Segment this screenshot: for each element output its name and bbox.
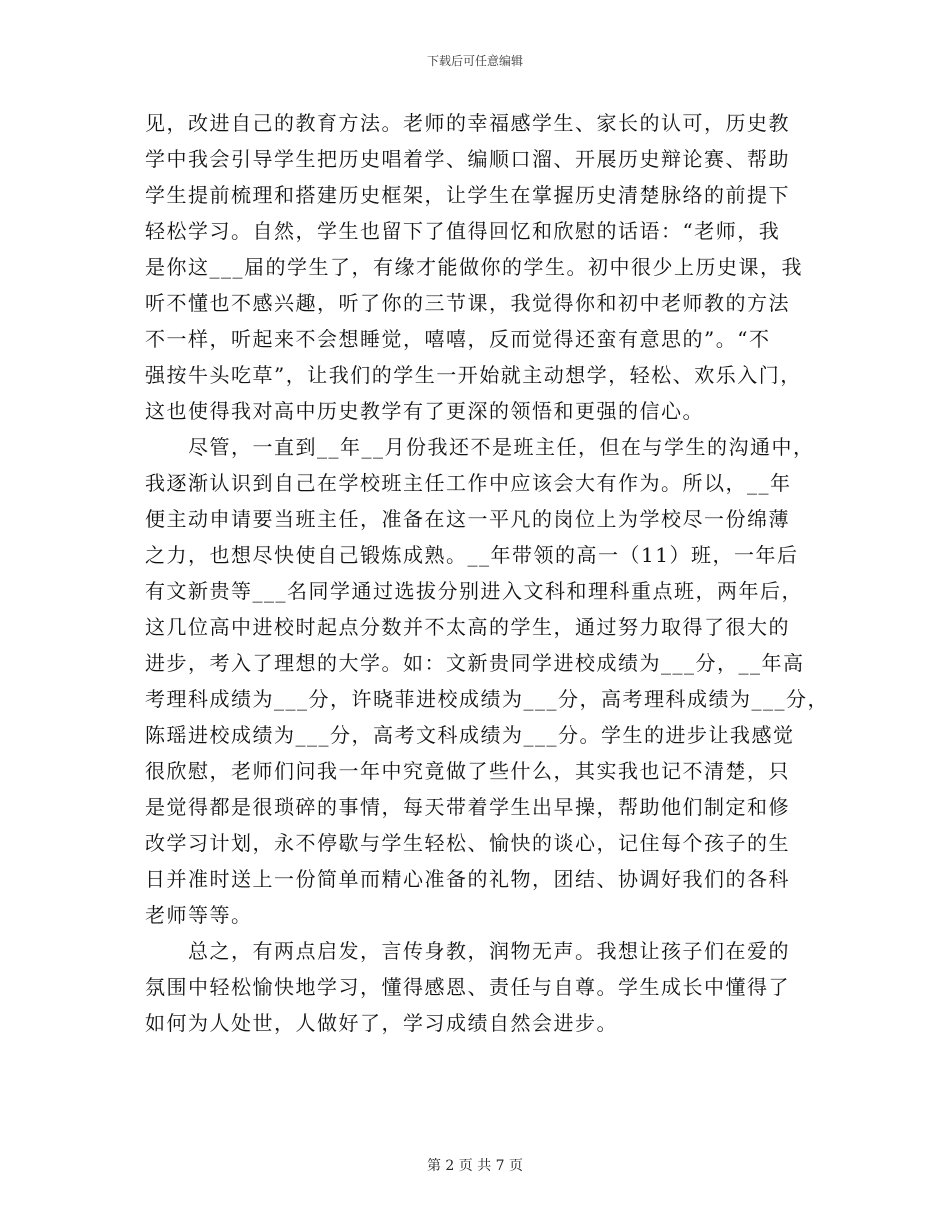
text-line: 之力，也想尽快使自己锻炼成熟。__年带领的高一（11）班，一年后: [145, 543, 799, 567]
page-number: 第 2 页 共 7 页: [426, 1158, 524, 1174]
text-line: 是你这___届的学生了，有缘才能做你的学生。初中很少上历史课，我: [145, 255, 803, 279]
text-line: 是觉得都是很琐碎的事情，每天带着学生出早操，帮助他们制定和修: [145, 795, 790, 819]
text-line: 不一样，听起来不会想睡觉，嘻嘻，反而觉得还蛮有意思的”。“不: [145, 327, 771, 351]
text-line: 学生提前梳理和搭建历史框架，让学生在掌握历史清楚脉络的前提下: [145, 183, 790, 207]
text-line: 学中我会引导学生把历史唱着学、编顺口溜、开展历史辩论赛、帮助: [145, 147, 790, 171]
text-line: 轻松学习。自然，学生也留下了值得回忆和欣慰的话语：“老师，我: [145, 219, 781, 243]
text-line: 尽管，一直到__年__月份我还不是班主任，但在与学生的沟通中，: [145, 435, 815, 459]
text-line: 日并准时送上一份简单而精心准备的礼物，团结、协调好我们的各科: [145, 867, 790, 891]
text-line: 进步，考入了理想的大学。如：文新贵同学进校成绩为___分，__年高: [145, 651, 805, 675]
text-line: 见，改进自己的教育方法。老师的幸福感学生、家长的认可，历史教: [145, 111, 790, 135]
text-line: 这也使得我对高中历史教学有了更深的领悟和更强的信心。: [145, 399, 704, 423]
text-line: 便主动申请要当班主任，准备在这一平凡的岗位上为学校尽一份绵薄: [145, 507, 790, 531]
text-line: 这几位高中进校时起点分数并不太高的学生，通过努力取得了很大的: [145, 615, 790, 639]
text-line: 听不懂也不感兴趣，听了你的三节课，我觉得你和初中老师教的方法: [145, 291, 790, 315]
text-line: 老师等等。: [145, 903, 253, 927]
text-line: 我逐渐认识到自己在学校班主任工作中应该会大有作为。所以，__年: [145, 471, 792, 495]
text-line: 总之，有两点启发，言传身教，润物无声。我想让孩子们在爱的: [145, 939, 790, 963]
text-line: 有文新贵等___名同学通过选拔分别进入文科和理科重点班，两年后，: [145, 579, 803, 603]
header-note: 下载后可任意编辑: [426, 54, 523, 68]
text-line: 如何为人处世，人做好了，学习成绩自然会进步。: [145, 1011, 618, 1035]
text-line: 考理科成绩为___分，许晓菲进校成绩为___分，高考理科成绩为___分，: [145, 687, 829, 711]
text-line: 强按牛头吃草”，让我们的学生一开始就主动想学，轻松、欢乐入门，: [145, 363, 802, 387]
text-line: 很欣慰，老师们问我一年中究竟做了些什么，其实我也记不清楚，只: [145, 759, 790, 783]
text-line: 陈瑶进校成绩为___分，高考文科成绩为___分。学生的进步让我感觉: [145, 723, 795, 747]
text-line: 改学习计划，永不停歇与学生轻松、愉快的谈心，记住每个孩子的生: [145, 831, 790, 855]
text-line: 氛围中轻松愉快地学习，懂得感恩、责任与自尊。学生成长中懂得了: [145, 975, 790, 999]
